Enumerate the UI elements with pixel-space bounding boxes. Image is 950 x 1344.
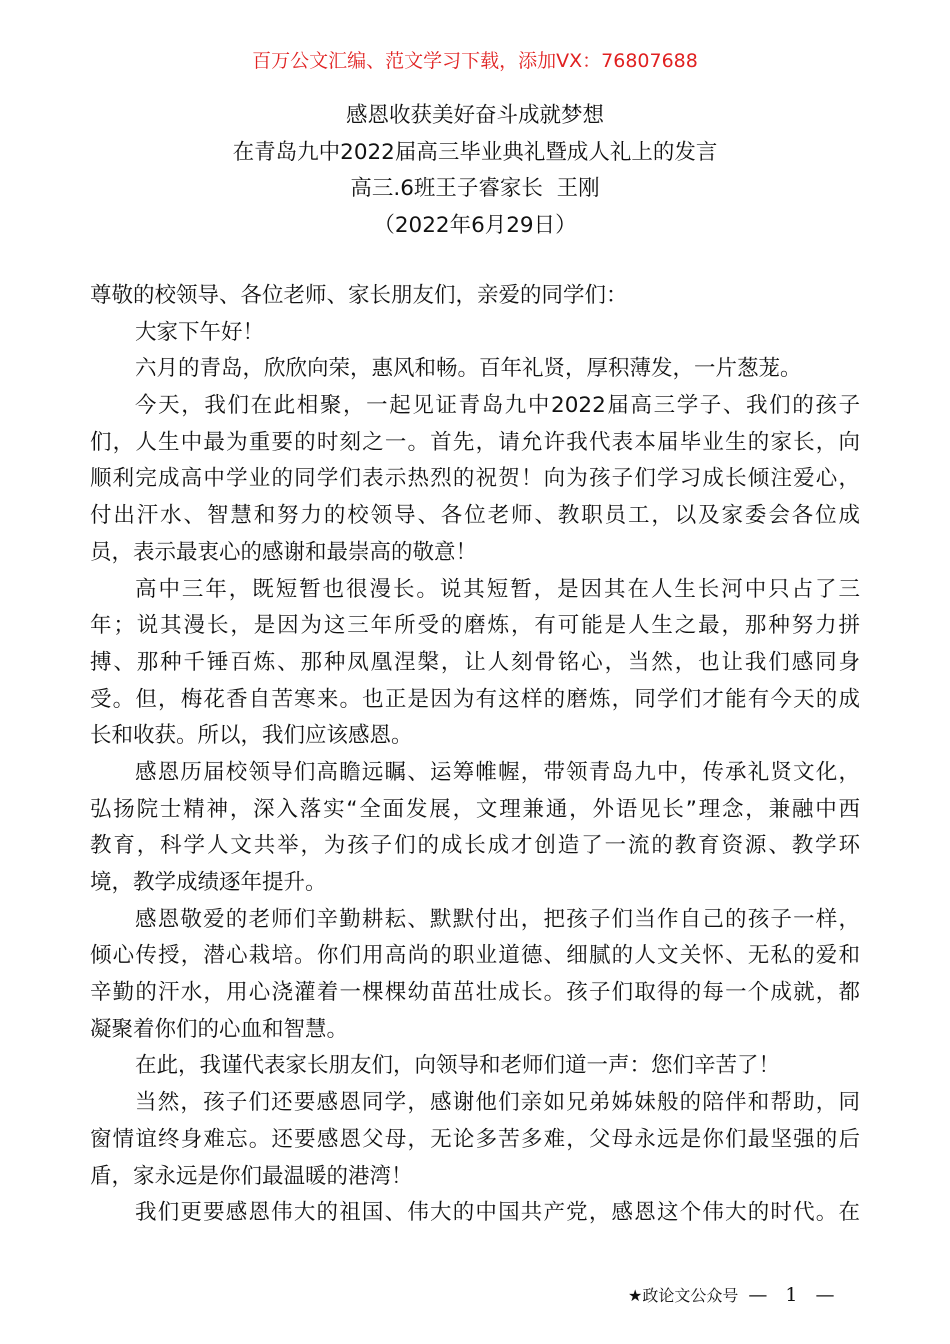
text-line: 在此，我谨代表家长朋友们，向领导和老师们道一声：您们辛苦了！ xyxy=(135,1053,781,1079)
text-line: 大家下午好！ xyxy=(135,319,265,345)
document-title: 感恩收获美好奋斗成就梦想 xyxy=(345,103,604,128)
text-line: 窗情谊终身难忘。还要感恩父母，无论多苦多难，父母永远是你们最坚强的后 xyxy=(90,1126,860,1152)
watermark-banner: 百万公文汇编、范文学习下载，添加VX：76807688 xyxy=(252,50,698,72)
text-line: 六月的青岛，欣欣向荣，惠风和畅。百年礼贤，厚积薄发，一片葱茏。 xyxy=(135,356,802,382)
text-line: 教育，科学人文共举，为孩子们的成长成才创造了一流的教育资源、教学环 xyxy=(90,833,860,859)
document-header xyxy=(0,98,950,245)
text-line: 高中三年，既短暂也很漫长。说其短暂，是因其在人生长河中只占了三 xyxy=(135,576,860,602)
page-number: — 1 — xyxy=(748,1283,841,1306)
text-line: 凝聚着你们的心血和智慧。 xyxy=(90,1016,349,1042)
text-line: 今天，我们在此相聚，一起见证青岛九中2022届高三学子、我们的孩子 xyxy=(135,393,860,419)
text-line: 感恩敬爱的老师们辛勤耕耘、默默付出，把孩子们当作自己的孩子一样， xyxy=(135,906,860,932)
text-line: 弘扬院士精神，深入落实“全面发展，文理兼通，外语见长”理念，兼融中西 xyxy=(90,796,860,822)
text-line: 盾，家永远是你们最温暖的港湾！ xyxy=(90,1163,413,1189)
footer-source: ★政论文公众号 xyxy=(628,1286,739,1305)
text-line: 辛勤的汗水，用心浇灌着一棵棵幼苗茁壮成长。孩子们取得的每一个成就，都 xyxy=(90,980,860,1006)
text-line: 付出汗水、智慧和努力的校领导、各位老师、教职员工，以及家委会各位成 xyxy=(90,503,860,529)
text-line: 员，表示最衷心的感谢和最崇高的敬意！ xyxy=(90,539,478,565)
page-footer xyxy=(628,1283,841,1306)
document-date: （2022年6月29日） xyxy=(373,213,577,239)
text-line: 我们更要感恩伟大的祖国、伟大的中国共产党，感恩这个伟大的时代。在 xyxy=(135,1200,860,1226)
text-line: 年；说其漫长，是因为这三年所受的磨炼，有可能是人生之最，那种努力拼 xyxy=(90,613,860,639)
text-line: 感恩历届校领导们高瞻远瞩、运筹帷幄，带领青岛九中，传承礼贤文化， xyxy=(135,759,860,785)
text-line: 顺利完成高中学业的同学们表示热烈的祝贺！向为孩子们学习成长倾注爱心， xyxy=(90,466,860,492)
text-line: 长和收获。所以，我们应该感恩。 xyxy=(90,723,413,749)
document-author: 高三.6班王子睿家长 王刚 xyxy=(350,176,600,202)
text-line: 当然，孩子们还要感恩同学，感谢他们亲如兄弟姊妹般的陪伴和帮助，同 xyxy=(135,1090,860,1116)
text-line: 搏、那种千锤百炼、那种凤凰涅槃，让人刻骨铭心，当然，也让我们感同身 xyxy=(90,649,860,675)
document-subtitle: 在青岛九中2022届高三毕业典礼暨成人礼上的发言 xyxy=(232,139,718,165)
text-line: 受。但，梅花香自苦寒来。也正是因为有这样的磨炼，同学们才能有今天的成 xyxy=(90,686,860,712)
text-line: 们，人生中最为重要的时刻之一。首先，请允许我代表本届毕业生的家长，向 xyxy=(90,429,860,455)
text-line: 境，教学成绩逐年提升。 xyxy=(90,870,327,895)
text-line: 尊敬的校领导、各位老师、家长朋友们，亲爱的同学们： xyxy=(90,283,628,308)
text-line: 倾心传授，潜心栽培。你们用高尚的职业道德、细腻的人文关怀、无私的爱和 xyxy=(90,943,860,969)
document-body xyxy=(90,278,860,1232)
